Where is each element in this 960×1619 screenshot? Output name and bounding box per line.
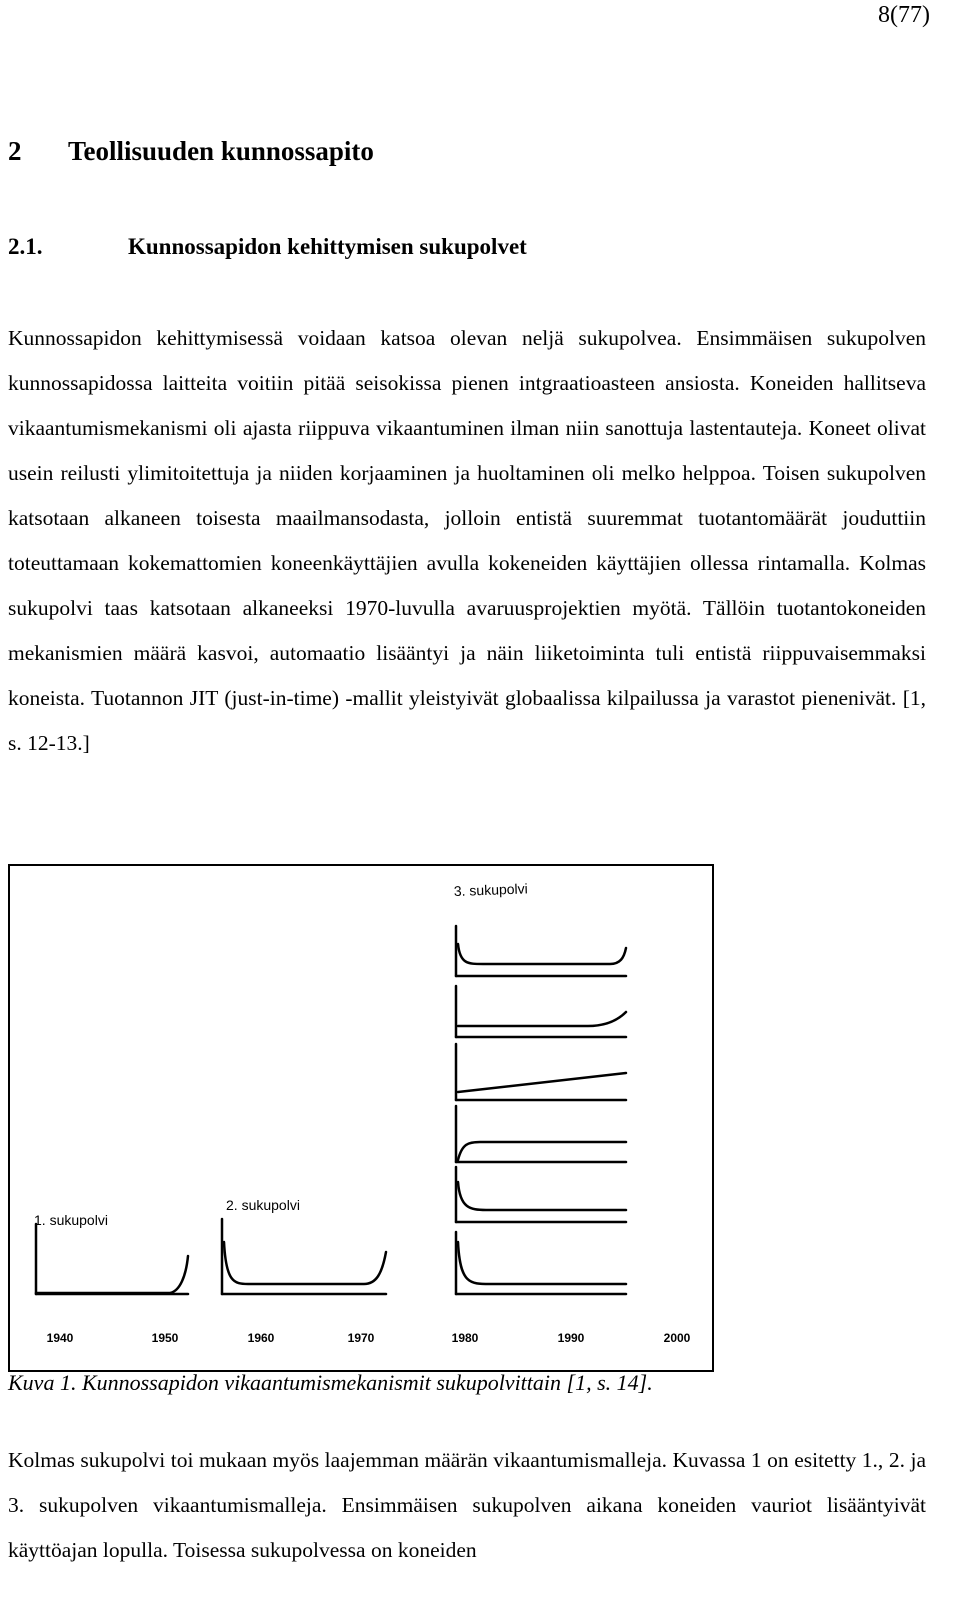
year-1990: 1990 [557,1331,585,1345]
figure-drawing [8,864,714,1372]
year-2000: 2000 [663,1331,691,1345]
gen2-label: 2. sukupolvi [226,1197,300,1213]
chapter-title: Teollisuuden kunnossapito [68,136,374,166]
page-number: 8(77) [878,2,930,28]
chapter-heading [8,136,374,167]
year-1980: 1980 [451,1331,479,1345]
body-paragraph-1: Kunnossapidon kehittymisessä voidaan katsoa olevan neljä sukupolvea. Ensimmäisen sukupolven kunnossapidossa laitteita voitiin pitää seisokissa pienen intgraatioasteen ansiosta. Koneiden hallitseva vikaantumismekanismi oli ajasta riippuva vikaantuminen ilman niin sanottuja lastentauteja. Koneet olivat usein reilusti ylimitoitettuja ja niiden korjaaminen ja huoltaminen oli melko helppoa. Toisen sukupolven katsotaan alkaneen toisesta maailmansodasta, jolloin entistä suuremmat tuotantomäärät jouduttiin toteuttamaan kokemattomien koneenkäyttäjien avulla kokeneiden käyttäjien ollessa rintamalla. Kolmas sukupolvi taas katsotaan alkaneeksi 1970-luvulla avaruusprojektien myötä. Tällöin tuotantokoneiden mekanismien määrä kasvoi, automaatio lisääntyi ja näin liiketoiminta tuli entistä riippuvaisemmaksi koneista. Tuotannon JIT (just-in-time) -mallit yleistyivät globaalissa kilpailussa ja varastot pienenivät. [1, s. 12-13.] [8,326,926,755]
gen1-label: 1. sukupolvi [34,1212,108,1228]
section-heading [8,234,527,260]
gen3-label: 3. sukupolvi [453,880,528,899]
chapter-number: 2 [8,136,22,166]
year-1940: 1940 [46,1331,74,1345]
body-paragraph-2: Kolmas sukupolvi toi mukaan myös laajemman määrän vikaantumismalleja. Kuvassa 1 on esitetty 1., 2. ja 3. sukupolven vikaantumismalleja. Ensimmäisen sukupolven aikana koneiden vauriot lisääntyivät käyttöajan lopulla. Toisessa sukupolvessa on koneiden [8,1448,926,1562]
year-1960: 1960 [247,1331,275,1345]
year-1970: 1970 [347,1331,375,1345]
year-1950: 1950 [151,1331,179,1345]
section-number: 2.1. [8,234,43,259]
failure-patterns-figure [8,864,714,1372]
section-title: Kunnossapidon kehittymisen sukupolvet [128,234,527,259]
figure-caption: Kuva 1. Kunnossapidon vikaantumismekanismit sukupolvittain [1, s. 14]. [8,1370,653,1395]
